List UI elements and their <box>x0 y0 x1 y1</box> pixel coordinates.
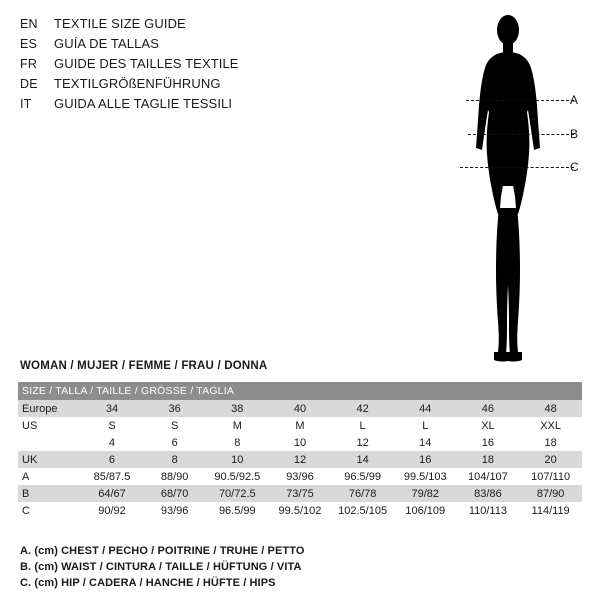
cell: 8 <box>206 434 269 451</box>
measure-label-b: B <box>570 127 579 141</box>
language-title-es: GUÍA DE TALLAS <box>54 36 159 51</box>
language-row-fr <box>20 54 440 74</box>
language-title-fr: GUIDE DES TAILLES TEXTILE <box>54 56 239 71</box>
row-label <box>18 434 81 451</box>
cell: 14 <box>394 434 457 451</box>
cell: M <box>269 417 332 434</box>
cell: XXL <box>519 417 582 434</box>
cell: 8 <box>143 451 206 468</box>
row-label: B <box>18 485 81 502</box>
language-code-en: EN <box>20 17 38 31</box>
cell: 20 <box>519 451 582 468</box>
language-row-en <box>20 14 440 34</box>
measure-line-hip <box>460 167 574 168</box>
table-header-label: SIZE / TALLA / TAILLE / GRÖSSE / TAGLIA <box>18 382 582 400</box>
size-table <box>18 382 582 519</box>
cell: 96.5/99 <box>206 502 269 519</box>
cell: 93/96 <box>269 468 332 485</box>
cell: 10 <box>206 451 269 468</box>
note-waist: B. (cm) WAIST / CINTURA / TAILLE / HÜFTUNG / VITA <box>20 561 302 573</box>
cell: 90.5/92.5 <box>206 468 269 485</box>
cell: XL <box>457 417 520 434</box>
language-title-list <box>20 14 440 114</box>
cell: 12 <box>331 434 394 451</box>
row-label: Europe <box>18 400 81 417</box>
cell: 34 <box>81 400 144 417</box>
cell: S <box>81 417 144 434</box>
body-measurement-figure <box>430 8 590 368</box>
language-row-es <box>20 34 440 54</box>
cell: 68/70 <box>143 485 206 502</box>
cell: M <box>206 417 269 434</box>
table-row <box>18 434 582 451</box>
table-row <box>18 400 582 417</box>
cell: 88/90 <box>143 468 206 485</box>
cell: 16 <box>457 434 520 451</box>
cell: 40 <box>269 400 332 417</box>
cell: 93/96 <box>143 502 206 519</box>
cell: 85/87.5 <box>81 468 144 485</box>
cell: 6 <box>143 434 206 451</box>
measure-label-a: A <box>570 93 579 107</box>
cell: 99.5/102 <box>269 502 332 519</box>
cell: 18 <box>457 451 520 468</box>
cell: 90/92 <box>81 502 144 519</box>
measure-line-waist <box>468 134 574 135</box>
female-silhouette-icon <box>430 8 590 368</box>
table-row <box>18 451 582 468</box>
cell: 36 <box>143 400 206 417</box>
cell: 83/86 <box>457 485 520 502</box>
note-hip: C. (cm) HIP / CADERA / HANCHE / HÜFTE / HIPS <box>20 577 276 589</box>
cell: 104/107 <box>457 468 520 485</box>
cell: 76/78 <box>331 485 394 502</box>
cell: 114/119 <box>519 502 582 519</box>
table-header-row <box>18 382 582 400</box>
cell: 46 <box>457 400 520 417</box>
size-table-container <box>18 382 582 519</box>
row-label: US <box>18 417 81 434</box>
cell: 16 <box>394 451 457 468</box>
cell: 18 <box>519 434 582 451</box>
language-code-fr: FR <box>20 57 38 71</box>
table-row <box>18 502 582 519</box>
cell: 12 <box>269 451 332 468</box>
cell: 42 <box>331 400 394 417</box>
cell: S <box>143 417 206 434</box>
cell: 96.5/99 <box>331 468 394 485</box>
language-row-it <box>20 94 440 114</box>
cell: 106/109 <box>394 502 457 519</box>
cell: 79/82 <box>394 485 457 502</box>
cell: 99.5/103 <box>394 468 457 485</box>
measurement-notes <box>20 543 540 591</box>
table-row <box>18 485 582 502</box>
cell: 14 <box>331 451 394 468</box>
section-heading-woman: WOMAN / MUJER / FEMME / FRAU / DONNA <box>20 360 268 372</box>
language-title-en: TEXTILE SIZE GUIDE <box>54 16 186 31</box>
language-title-de: TEXTILGRÖßENFÜHRUNG <box>54 76 221 91</box>
cell: 44 <box>394 400 457 417</box>
cell: L <box>331 417 394 434</box>
language-code-de: DE <box>20 77 38 91</box>
note-chest: A. (cm) CHEST / PECHO / POITRINE / TRUHE / PETTO <box>20 545 305 557</box>
cell: 102.5/105 <box>331 502 394 519</box>
cell: 64/67 <box>81 485 144 502</box>
cell: 38 <box>206 400 269 417</box>
cell: L <box>394 417 457 434</box>
cell: 48 <box>519 400 582 417</box>
row-label: C <box>18 502 81 519</box>
cell: 4 <box>81 434 144 451</box>
language-title-it: GUIDA ALLE TAGLIE TESSILI <box>54 96 233 111</box>
cell: 70/72.5 <box>206 485 269 502</box>
cell: 110/113 <box>457 502 520 519</box>
language-code-es: ES <box>20 37 38 51</box>
language-row-de <box>20 74 440 94</box>
cell: 10 <box>269 434 332 451</box>
language-code-it: IT <box>20 97 32 111</box>
row-label: A <box>18 468 81 485</box>
measure-line-chest <box>466 100 574 101</box>
cell: 6 <box>81 451 144 468</box>
table-row <box>18 468 582 485</box>
measure-label-c: C <box>570 160 579 174</box>
table-row <box>18 417 582 434</box>
cell: 73/75 <box>269 485 332 502</box>
cell: 107/110 <box>519 468 582 485</box>
cell: 87/90 <box>519 485 582 502</box>
row-label: UK <box>18 451 81 468</box>
